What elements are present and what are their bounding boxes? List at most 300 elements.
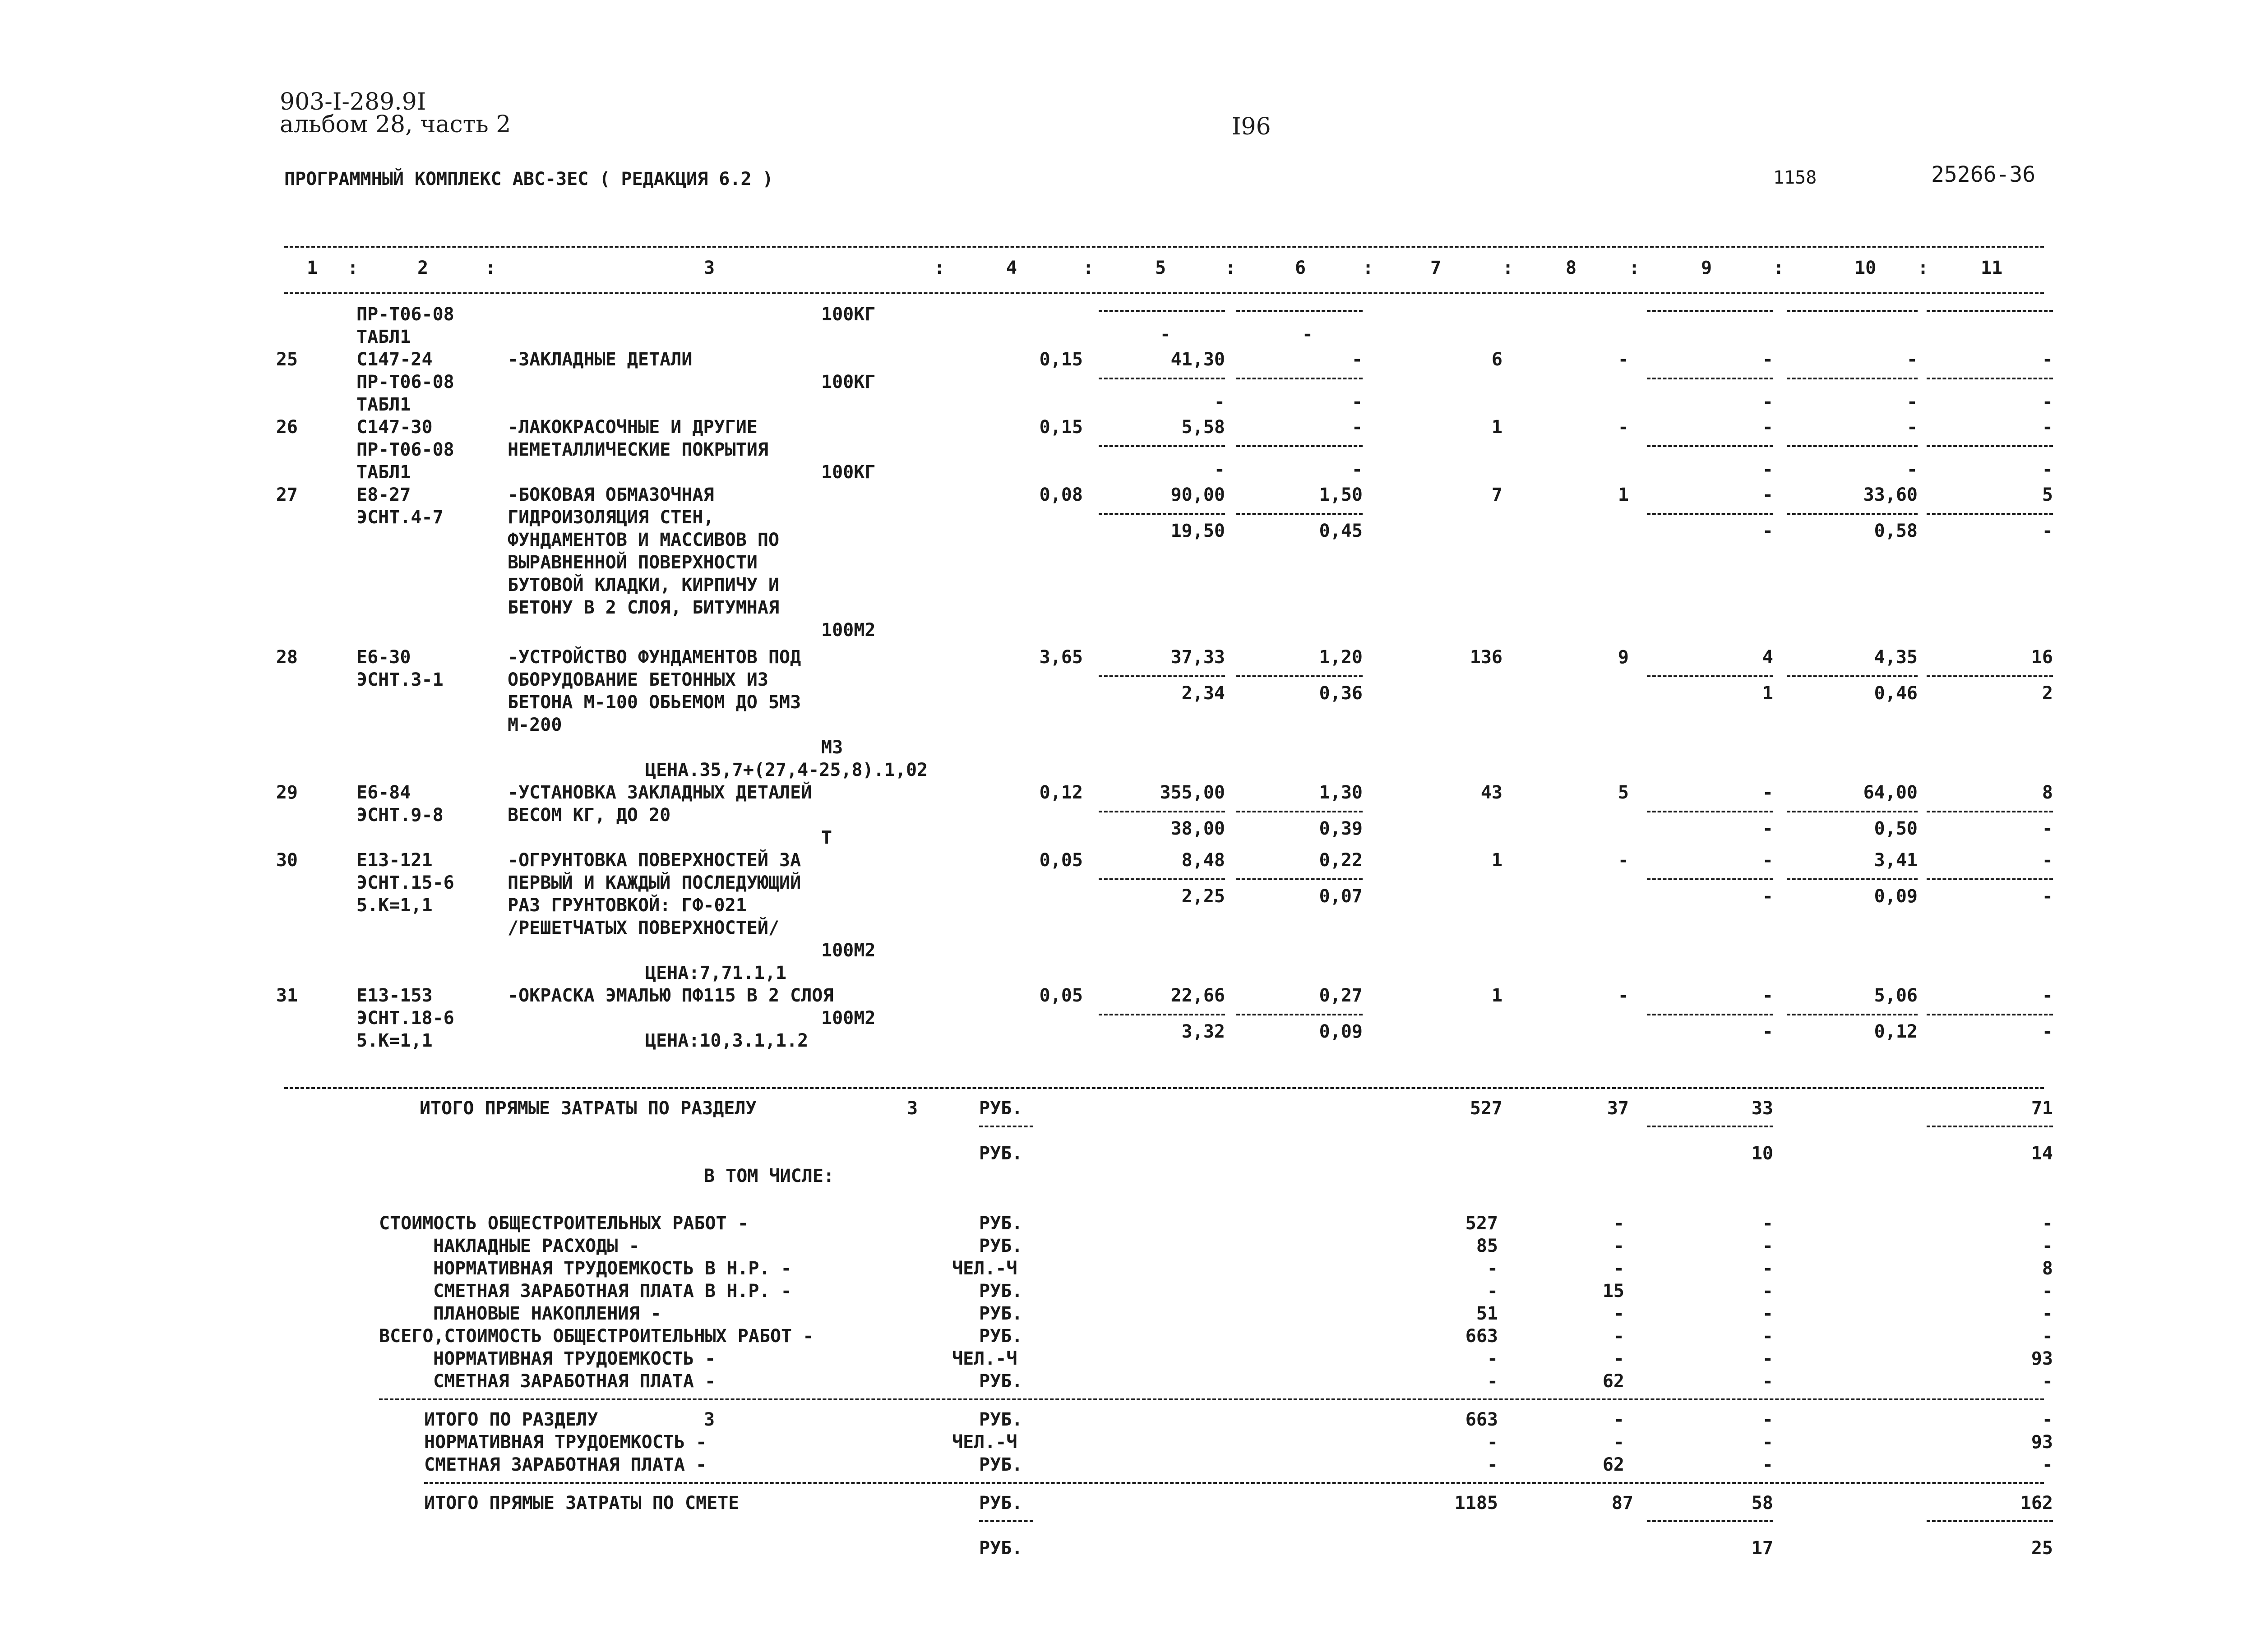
cell-c4: 0,05 xyxy=(1039,985,1083,1006)
cell-c9: - xyxy=(1762,985,1773,1006)
sub-rule xyxy=(1787,310,1918,312)
cell-c5: 41,30 xyxy=(1170,349,1225,370)
cell-c6b: - xyxy=(1351,392,1363,412)
breakdown-c8: 62 xyxy=(1602,1371,1624,1392)
row-code: Е6-30 xyxy=(356,647,411,668)
breakdown-c11: 8 xyxy=(2042,1258,2053,1279)
cell-c4: 0,15 xyxy=(1039,417,1083,438)
row-code: ЭСНТ.4-7 xyxy=(356,507,444,528)
cell-c9b: - xyxy=(1762,521,1773,541)
cell-c11: 16 xyxy=(2031,647,2053,668)
cell-c5: 5,58 xyxy=(1181,417,1225,438)
breakdown-c8: 15 xyxy=(1602,1281,1624,1301)
row-unit: 100М2 xyxy=(821,1008,876,1029)
cell-c11b: - xyxy=(2042,459,2053,480)
breakdown-c11: - xyxy=(2042,1326,2053,1347)
sub-rule xyxy=(1099,811,1225,812)
breakdown-c8: - xyxy=(1613,1348,1624,1369)
total-c11: 71 xyxy=(2031,1098,2053,1119)
cell-c11b: - xyxy=(2042,1021,2053,1042)
breakdown-c8: - xyxy=(1613,1303,1624,1324)
row-number: 30 xyxy=(276,850,298,871)
sub-rule xyxy=(1927,1126,2053,1127)
cell-c8: - xyxy=(1618,349,1629,370)
column-header-7: 7 xyxy=(1430,258,1442,278)
cell-c11b: - xyxy=(2042,392,2053,412)
section-total-c9: - xyxy=(1762,1454,1773,1475)
cell-c6b: 0,36 xyxy=(1319,683,1363,704)
sub-rule xyxy=(1236,513,1363,515)
breakdown-c8: - xyxy=(1613,1326,1624,1347)
cell-c11: 5 xyxy=(2042,485,2053,505)
row-name: М-200 xyxy=(508,715,562,735)
row-unit: М3 xyxy=(821,737,843,758)
cell-c6b: 0,07 xyxy=(1319,886,1363,907)
breakdown-label: НОРМАТИВНАЯ ТРУДОЕМКОСТЬ В Н.Р. - xyxy=(433,1258,792,1279)
breakdown-c9: - xyxy=(1762,1303,1773,1324)
cell-c10: - xyxy=(1906,417,1918,438)
cell-c4: 0,15 xyxy=(1039,349,1083,370)
section-total-unit: РУБ. xyxy=(979,1409,1023,1430)
row-code: ЭСНТ.3-1 xyxy=(356,669,444,690)
total-c9: 33 xyxy=(1751,1098,1773,1119)
row-code: Е13-153 xyxy=(356,985,433,1006)
cell-c11: - xyxy=(2042,417,2053,438)
column-separator: : xyxy=(1363,258,1374,278)
breakdown-unit: РУБ. xyxy=(979,1371,1023,1392)
section-total-unit: ЧЕЛ.-Ч xyxy=(952,1432,1017,1453)
column-separator: : xyxy=(1083,258,1094,278)
cell-c8: 5 xyxy=(1618,782,1629,803)
including-label: В ТОМ ЧИСЛЕ: xyxy=(704,1166,834,1186)
sub-rule xyxy=(1927,378,2053,379)
cell-c5: 8,48 xyxy=(1181,850,1225,871)
cell-c9: - xyxy=(1762,850,1773,871)
sub-rule xyxy=(1099,878,1225,880)
cell-c5b: 2,34 xyxy=(1181,683,1225,704)
cell-c9b: - xyxy=(1762,1021,1773,1042)
row-name: -ОКРАСКА ЭМАЛЬЮ ПФ115 В 2 СЛОЯ xyxy=(508,985,834,1006)
breakdown-unit: ЧЕЛ.-Ч xyxy=(952,1348,1017,1369)
cell-c11b: 2 xyxy=(2042,683,2053,704)
row-unit: 100КГ xyxy=(821,372,876,392)
cell-c5: 90,00 xyxy=(1170,485,1225,505)
sub-rule xyxy=(1927,878,2053,880)
header-rule-bottom xyxy=(284,292,2044,294)
column-header-1: 1 xyxy=(307,258,318,278)
row-name: ФУНДАМЕНТОВ И МАССИВОВ ПО xyxy=(508,530,780,550)
row-unit: 100КГ xyxy=(821,304,876,325)
sub-rule xyxy=(1099,378,1225,379)
sub-rule xyxy=(1647,675,1773,677)
breakdown-c7: 51 xyxy=(1476,1303,1498,1324)
breakdown-c7: - xyxy=(1487,1258,1498,1279)
breakdown-unit: РУБ. xyxy=(979,1213,1023,1234)
cell-c6b: 0,45 xyxy=(1319,521,1363,541)
row-name: РАЗ ГРУНТОВКОЙ: ГФ-021 xyxy=(508,895,747,916)
row-code: С147-24 xyxy=(356,349,433,370)
sub-rule xyxy=(1236,378,1363,379)
breakdown-c9: - xyxy=(1762,1281,1773,1301)
cell-c9b: - xyxy=(1762,818,1773,839)
row-code: 5.К=1,1 xyxy=(356,1030,433,1051)
cell-c11: - xyxy=(2042,850,2053,871)
cell-c8: - xyxy=(1618,985,1629,1006)
cell-c9b: - xyxy=(1762,459,1773,480)
row-price-formula: ЦЕНА:7,71.1,1 xyxy=(645,963,787,983)
total-unit: РУБ. xyxy=(979,1143,1023,1164)
cell-c11b: - xyxy=(2042,886,2053,907)
cell-c7: 6 xyxy=(1491,349,1502,370)
column-header-11: 11 xyxy=(1981,258,2003,278)
cell-c6b: - xyxy=(1302,324,1313,345)
sub-rule xyxy=(1099,310,1225,312)
cell-c7: 136 xyxy=(1470,647,1502,668)
breakdown-label: НОРМАТИВНАЯ ТРУДОЕМКОСТЬ - xyxy=(433,1348,716,1369)
cell-c9: - xyxy=(1762,485,1773,505)
cell-c10b: 0,12 xyxy=(1874,1021,1918,1042)
cell-c8: - xyxy=(1618,850,1629,871)
cell-c6: 1,20 xyxy=(1319,647,1363,668)
column-header-5: 5 xyxy=(1155,258,1166,278)
total-c7: 527 xyxy=(1470,1098,1502,1119)
row-name: /РЕШЕТЧАТЫХ ПОВЕРХНОСТЕЙ/ xyxy=(508,918,780,938)
sub-rule xyxy=(1927,675,2053,677)
total-section: 3 xyxy=(907,1098,918,1119)
cell-c11b: - xyxy=(2042,521,2053,541)
total-unit: РУБ. xyxy=(979,1098,1023,1119)
cell-c4: 0,12 xyxy=(1039,782,1083,803)
cell-c10: - xyxy=(1906,349,1918,370)
sub-rule xyxy=(1647,1014,1773,1015)
cell-c9: - xyxy=(1762,349,1773,370)
section-total-c11: 93 xyxy=(2031,1432,2053,1453)
cell-c10: 4,35 xyxy=(1874,647,1918,668)
total-c11b: 14 xyxy=(2031,1143,2053,1164)
cell-c11b: - xyxy=(2042,818,2053,839)
row-code: Е13-121 xyxy=(356,850,433,871)
cell-c11: 8 xyxy=(2042,782,2053,803)
row-number: 27 xyxy=(276,485,298,505)
breakdown-c7: - xyxy=(1487,1371,1498,1392)
sub-rule xyxy=(1927,310,2053,312)
cell-c5: 355,00 xyxy=(1160,782,1225,803)
row-number: 25 xyxy=(276,349,298,370)
breakdown-c7: - xyxy=(1487,1348,1498,1369)
row-number: 26 xyxy=(276,417,298,438)
row-unit: 100КГ xyxy=(821,462,876,483)
program-title: ПРОГРАММНЫЙ КОМПЛЕКС АВС-3ЕС ( РЕДАКЦИЯ 6.2 ) xyxy=(284,169,773,189)
cell-c10: 33,60 xyxy=(1863,485,1918,505)
breakdown-c8: - xyxy=(1613,1213,1624,1234)
cell-c4: 0,08 xyxy=(1039,485,1083,505)
row-name: -ЗАКЛАДНЫЕ ДЕТАЛИ xyxy=(508,349,693,370)
breakdown-c8: - xyxy=(1613,1236,1624,1256)
section-total-label: НОРМАТИВНАЯ ТРУДОЕМКОСТЬ - xyxy=(424,1432,707,1453)
sub-rule xyxy=(1236,675,1363,677)
breakdown-c11: - xyxy=(2042,1303,2053,1324)
cell-c8: 9 xyxy=(1618,647,1629,668)
estimate-total-unit: РУБ. xyxy=(979,1538,1023,1559)
row-code: С147-30 xyxy=(356,417,433,438)
row-code: ЭСНТ.15-6 xyxy=(356,872,454,893)
cell-c6b: 0,39 xyxy=(1319,818,1363,839)
column-separator: : xyxy=(485,258,496,278)
cell-c9: 4 xyxy=(1762,647,1773,668)
row-number: 28 xyxy=(276,647,298,668)
estimate-total-c7: 1185 xyxy=(1454,1493,1498,1514)
page-number: I96 xyxy=(1232,113,1271,140)
cell-c10: 5,06 xyxy=(1874,985,1918,1006)
cell-c10b: - xyxy=(1906,459,1918,480)
total-c9b: 10 xyxy=(1751,1143,1773,1164)
column-header-2: 2 xyxy=(417,258,429,278)
breakdown-c9: - xyxy=(1762,1213,1773,1234)
column-separator: : xyxy=(934,258,945,278)
unit-rule xyxy=(979,1126,1033,1127)
cell-c4: 0,05 xyxy=(1039,850,1083,871)
cell-c5b: - xyxy=(1160,324,1171,345)
sub-rule xyxy=(1927,445,2053,447)
row-name: ГИДРОИЗОЛЯЦИЯ СТЕН, xyxy=(508,507,714,528)
sub-rule xyxy=(1236,878,1363,880)
cell-c4: 3,65 xyxy=(1039,647,1083,668)
sub-rule xyxy=(1236,310,1363,312)
sub-rule xyxy=(1647,513,1773,515)
column-separator: : xyxy=(1629,258,1640,278)
row-name: БЕТОНУ В 2 СЛОЯ, БИТУМНАЯ xyxy=(508,597,780,618)
sub-rule xyxy=(1787,1014,1918,1015)
section-total-c11: - xyxy=(2042,1454,2053,1475)
breakdown-c11: - xyxy=(2042,1281,2053,1301)
section-total-c8: 62 xyxy=(1602,1454,1624,1475)
section-total-label: СМЕТНАЯ ЗАРАБОТНАЯ ПЛАТА - xyxy=(424,1454,707,1475)
breakdown-unit: РУБ. xyxy=(979,1303,1023,1324)
cell-c5b: 19,50 xyxy=(1170,521,1225,541)
breakdown-unit: РУБ. xyxy=(979,1281,1023,1301)
breakdown-label: ВСЕГО,СТОИМОСТЬ ОБЩЕСТРОИТЕЛЬНЫХ РАБОТ - xyxy=(379,1326,814,1347)
sub-rule xyxy=(1927,513,2053,515)
cell-c7: 1 xyxy=(1491,985,1502,1006)
cell-c6: 0,22 xyxy=(1319,850,1363,871)
row-unit: Т xyxy=(821,827,832,848)
cell-c9b: - xyxy=(1762,886,1773,907)
section-total-c9: - xyxy=(1762,1409,1773,1430)
row-code: ПР-Т06-08 xyxy=(356,372,454,392)
cell-c7: 1 xyxy=(1491,417,1502,438)
breakdown-c7: - xyxy=(1487,1281,1498,1301)
row-name: ВЫРАВНЕННОЙ ПОВЕРХНОСТИ xyxy=(508,552,758,573)
sub-rule xyxy=(1236,1014,1363,1015)
sub-rule xyxy=(1647,811,1773,812)
breakdown-c9: - xyxy=(1762,1236,1773,1256)
breakdown-unit: РУБ. xyxy=(979,1326,1023,1347)
sub-rule xyxy=(1099,675,1225,677)
row-code: ТАБЛ1 xyxy=(356,462,411,483)
cell-c6: 1,30 xyxy=(1319,782,1363,803)
sub-rule xyxy=(1647,1520,1773,1522)
sub-rule xyxy=(1236,445,1363,447)
row-name: -ОГРУНТОВКА ПОВЕРХНОСТЕЙ ЗА xyxy=(508,850,801,871)
sheet-number: 1158 xyxy=(1773,167,1817,188)
breakdown-c9: - xyxy=(1762,1348,1773,1369)
estimate-total-c8: 87 xyxy=(1611,1493,1633,1514)
row-name: БЕТОНА М-100 ОБЬЕМОМ ДО 5М3 xyxy=(508,692,801,713)
row-name: БУТОВОЙ КЛАДКИ, КИРПИЧУ И xyxy=(508,575,780,595)
cell-c6b: - xyxy=(1351,459,1363,480)
album-label: альбом 28, часть 2 xyxy=(280,111,511,138)
row-code: 5.К=1,1 xyxy=(356,895,433,916)
sub-rule xyxy=(1099,513,1225,515)
cell-c8: - xyxy=(1618,417,1629,438)
total-label: ИТОГО ПРЯМЫЕ ЗАТРАТЫ ПО РАЗДЕЛУ xyxy=(420,1098,757,1119)
section-total-c7: 663 xyxy=(1465,1409,1498,1430)
breakdown-label: СМЕТНАЯ ЗАРАБОТНАЯ ПЛАТА - xyxy=(433,1371,716,1392)
cell-c5b: 2,25 xyxy=(1181,886,1225,907)
sub-rule xyxy=(1647,310,1773,312)
column-header-3: 3 xyxy=(704,258,715,278)
column-separator: : xyxy=(347,258,359,278)
column-separator: : xyxy=(1773,258,1784,278)
breakdown-unit: ЧЕЛ.-Ч xyxy=(952,1258,1017,1279)
breakdown-c9: - xyxy=(1762,1371,1773,1392)
sub-rule xyxy=(1647,1126,1773,1127)
cell-c5b: 38,00 xyxy=(1170,818,1225,839)
sub-rule xyxy=(1647,445,1773,447)
row-name: ВЕСОМ КГ, ДО 20 xyxy=(508,805,671,826)
row-code: ТАБЛ1 xyxy=(356,394,411,415)
column-separator: : xyxy=(1502,258,1514,278)
row-code: Е8-27 xyxy=(356,485,411,505)
column-header-10: 10 xyxy=(1854,258,1877,278)
breakdown-c9: - xyxy=(1762,1258,1773,1279)
row-name: -ЛАКОКРАСОЧНЫЕ И ДРУГИЕ xyxy=(508,417,758,438)
sub-rule xyxy=(1647,878,1773,880)
cell-c6: 1,50 xyxy=(1319,485,1363,505)
section-total-c11: - xyxy=(2042,1409,2053,1430)
row-code: ТАБЛ1 xyxy=(356,327,411,347)
cell-c6: - xyxy=(1351,349,1363,370)
section-total-number: 3 xyxy=(704,1409,715,1430)
cell-c7: 7 xyxy=(1491,485,1502,505)
cell-c5: 22,66 xyxy=(1170,985,1225,1006)
section-rule xyxy=(284,1087,2044,1089)
cell-c9b: - xyxy=(1762,392,1773,412)
estimate-total-unit: РУБ. xyxy=(979,1493,1023,1514)
row-unit: 100М2 xyxy=(821,940,876,961)
row-price-formula: ЦЕНА.35,7+(27,4-25,8).1,02 xyxy=(645,760,928,780)
row-price-formula: ЦЕНА:10,3.1,1.2 xyxy=(645,1030,809,1051)
total-c8: 37 xyxy=(1607,1098,1629,1119)
sub-rule xyxy=(1927,811,2053,812)
estimate-total-c11: 162 xyxy=(2020,1493,2053,1514)
doc-code: 903-I-289.9I xyxy=(280,88,426,115)
cell-c5b: - xyxy=(1214,459,1225,480)
column-header-8: 8 xyxy=(1566,258,1577,278)
cell-c10b: 0,46 xyxy=(1874,683,1918,704)
header-rule-top xyxy=(284,246,2044,248)
unit-rule xyxy=(979,1520,1033,1522)
breakdown-c11: - xyxy=(2042,1213,2053,1234)
section-total-c8: - xyxy=(1613,1409,1624,1430)
breakdown-c11: 93 xyxy=(2031,1348,2053,1369)
row-name: ПЕРВЫЙ И КАЖДЫЙ ПОСЛЕДУЮЩИЙ xyxy=(508,872,801,893)
cell-c6: - xyxy=(1351,417,1363,438)
section-total-label: ИТОГО ПО РАЗДЕЛУ xyxy=(424,1409,598,1430)
breakdown-c7: 663 xyxy=(1465,1326,1498,1347)
sub-rule xyxy=(1787,675,1918,677)
breakdown-c7: 85 xyxy=(1476,1236,1498,1256)
section-rule xyxy=(424,1482,2044,1484)
breakdown-label: СТОИМОСТЬ ОБЩЕСТРОИТЕЛЬНЫХ РАБОТ - xyxy=(379,1213,749,1234)
sub-rule xyxy=(1099,1014,1225,1015)
cell-c7: 1 xyxy=(1491,850,1502,871)
row-unit: 100М2 xyxy=(821,620,876,641)
row-code: ЭСНТ.18-6 xyxy=(356,1008,454,1029)
row-name: НЕМЕТАЛЛИЧЕСКИЕ ПОКРЫТИЯ xyxy=(508,439,768,460)
cell-c10b: - xyxy=(1906,392,1918,412)
sub-rule xyxy=(1787,378,1918,379)
row-code: ПР-Т06-08 xyxy=(356,304,454,325)
cell-c11: - xyxy=(2042,985,2053,1006)
row-code: ЭСНТ.9-8 xyxy=(356,805,444,826)
column-separator: : xyxy=(1225,258,1236,278)
breakdown-c11: - xyxy=(2042,1236,2053,1256)
section-rule xyxy=(379,1398,2044,1400)
cell-c8: 1 xyxy=(1618,485,1629,505)
cell-c11: - xyxy=(2042,349,2053,370)
section-total-unit: РУБ. xyxy=(979,1454,1023,1475)
cell-c6b: 0,09 xyxy=(1319,1021,1363,1042)
row-name: ОБОРУДОВАНИЕ БЕТОННЫХ ИЗ xyxy=(508,669,768,690)
row-code: ПР-Т06-08 xyxy=(356,439,454,460)
breakdown-label: СМЕТНАЯ ЗАРАБОТНАЯ ПЛАТА В Н.Р. - xyxy=(433,1281,792,1301)
doc-number: 25266-36 xyxy=(1931,162,2036,187)
row-name: -УСТАНОВКА ЗАКЛАДНЫХ ДЕТАЛЕЙ xyxy=(508,782,812,803)
cell-c5b: 3,32 xyxy=(1181,1021,1225,1042)
sub-rule xyxy=(1099,445,1225,447)
column-header-6: 6 xyxy=(1295,258,1306,278)
estimate-total-c11b: 25 xyxy=(2031,1538,2053,1559)
cell-c10: 3,41 xyxy=(1874,850,1918,871)
sub-rule xyxy=(1787,513,1918,515)
section-total-c9: - xyxy=(1762,1432,1773,1453)
cell-c5b: - xyxy=(1214,392,1225,412)
row-number: 31 xyxy=(276,985,298,1006)
section-total-c7: - xyxy=(1487,1432,1498,1453)
breakdown-unit: РУБ. xyxy=(979,1236,1023,1256)
sub-rule xyxy=(1787,878,1918,880)
cell-c7: 43 xyxy=(1480,782,1502,803)
breakdown-label: ПЛАНОВЫЕ НАКОПЛЕНИЯ - xyxy=(433,1303,661,1324)
cell-c6: 0,27 xyxy=(1319,985,1363,1006)
breakdown-label: НАКЛАДНЫЕ РАСХОДЫ - xyxy=(433,1236,640,1256)
cell-c9: - xyxy=(1762,782,1773,803)
estimate-total-label: ИТОГО ПРЯМЫЕ ЗАТРАТЫ ПО СМЕТЕ xyxy=(424,1493,740,1514)
column-header-4: 4 xyxy=(1006,258,1017,278)
estimate-total-c9: 58 xyxy=(1751,1493,1773,1514)
breakdown-c7: 527 xyxy=(1465,1213,1498,1234)
cell-c9: - xyxy=(1762,417,1773,438)
sub-rule xyxy=(1787,811,1918,812)
row-number: 29 xyxy=(276,782,298,803)
sub-rule xyxy=(1236,811,1363,812)
column-separator: : xyxy=(1918,258,1929,278)
row-name: -УСТРОЙСТВО ФУНДАМЕНТОВ ПОД xyxy=(508,647,801,668)
sub-rule xyxy=(1787,445,1918,447)
cell-c10b: 0,58 xyxy=(1874,521,1918,541)
row-code: Е6-84 xyxy=(356,782,411,803)
